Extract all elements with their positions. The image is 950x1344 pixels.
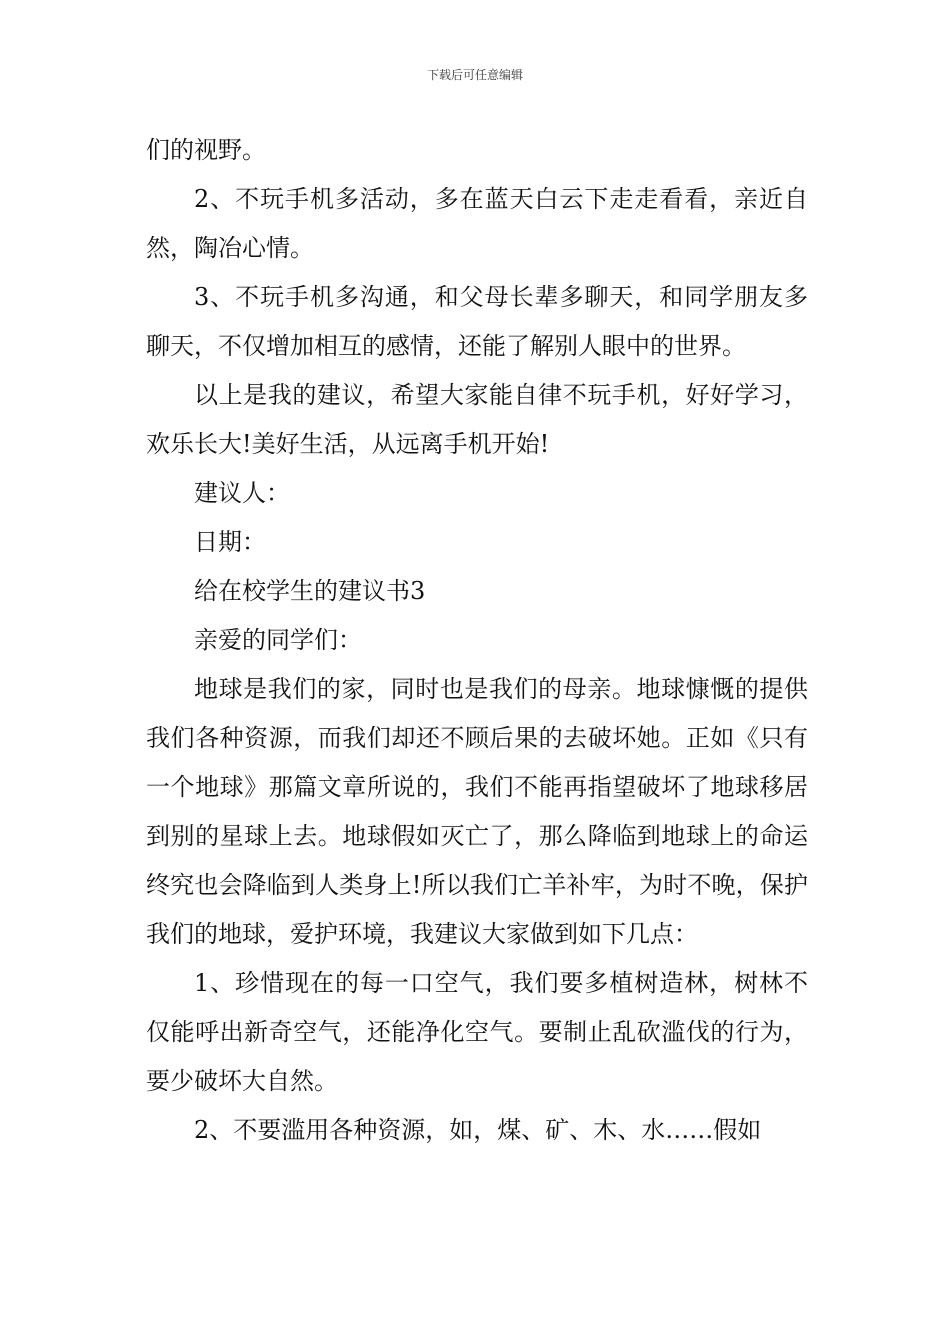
paragraph-suggestion-2: 2、不玩手机多活动，多在蓝天白云下走走看看，亲近自然，陶冶心情。 [146, 185, 808, 262]
paragraph-intro: 地球是我们的家，同时也是我们的母亲。地球慷慨的提供我们各种资源，而我们却还不顾后果的去破坏她。正如《只有一个地球》那篇文章所说的，我们不能再指望破坏了地球移居到别的星球上去。地球假如灭亡了，那么降临到地球上的命运终究也会降临到人类身上!所以我们亡羊补牢，为时不晚，保护我们的地球，爱护环境，我建议大家做到如下几点： [146, 675, 808, 948]
page-header: 下载后可任意编辑 [426, 68, 523, 82]
paragraph-conclusion: 以上是我的建议，希望大家能自律不玩手机，好好学习，欢乐长大!美好生活，从远离手机开始! [146, 381, 808, 458]
paragraph-point-1: 1、珍惜现在的每一口空气，我们要多植树造林，树林不仅能呼出新奇空气，还能净化空气。要制止乱砍滥伐的行为，要少破坏大自然。 [146, 969, 808, 1095]
document-body [146, 126, 808, 1155]
paragraph-continuation: 们的视野。 [146, 136, 266, 164]
section-title: 给在校学生的建议书3 [194, 577, 426, 605]
signature-proposer: 建议人： [194, 479, 290, 507]
salutation: 亲爱的同学们： [194, 626, 362, 654]
paragraph-suggestion-3: 3、不玩手机多沟通，和父母长辈多聊天，和同学朋友多聊天，不仅增加相互的感情，还能了解别人眼中的世界。 [146, 283, 808, 360]
signature-date: 日期： [194, 528, 266, 556]
paragraph-point-2: 2、不要滥用各种资源，如，煤、矿、木、水……假如 [194, 1116, 762, 1144]
